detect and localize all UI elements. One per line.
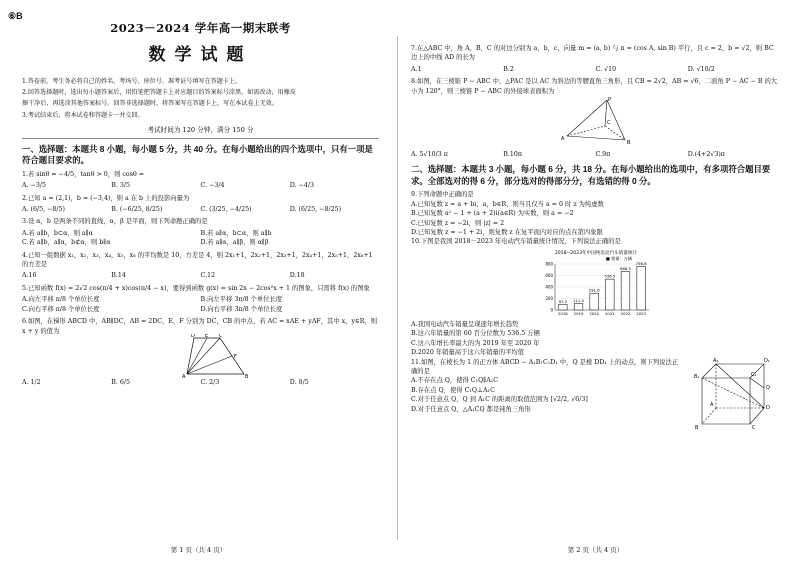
bar-2021 xyxy=(605,279,614,310)
question-4-options xyxy=(22,271,379,280)
note-3: 擦干净后，再选涂其他答案标号。回答非选择题时，将答案写在答题卡上，写在本试卷上无效。 xyxy=(22,100,278,108)
section-1-title: 一、选择题：本题共 8 小题，每小题 5 分，共 40 分。在每小题给出的四个选项中，只有一项是符合题目要求的。 xyxy=(22,143,373,166)
label-f: F xyxy=(234,353,237,360)
label-d: D xyxy=(191,333,195,339)
section-2-title: 二、选择题：本题共 3 小题，每小题 6 分，共 18 分。在每小题给出的选项中，有多项符合题目要求。全部选对的得 6 分，部分选对的得部分分，有选错的得 0 分。 xyxy=(411,164,771,186)
category-label: 2021 xyxy=(604,310,615,316)
question-7-options xyxy=(411,65,780,74)
q1-option-c: C. −3/4 xyxy=(200,182,225,190)
question-7: 7.在△ABC 中，角 A，B，C 的对边分别为 a，b，c，向量 m = (a, b) 与 n = (cos A, sin B) 平行，且 c = 2，b = √2，则 BC 边上的中线 AD 的长为 xyxy=(411,45,774,62)
question-8-figure-area xyxy=(411,96,780,148)
question-1-options xyxy=(22,181,379,190)
q9-option-d: D.已知复数 z = −1 + 2i，则复数 z 在复平面内对应的点在第四象限 xyxy=(411,229,603,237)
label-a: A xyxy=(710,401,714,408)
page-1-footer: 第 1 页（共 4 页） xyxy=(170,546,227,554)
q9-option-c: C.已知复数 z = −2i，则 |z| = 2 xyxy=(411,219,505,227)
question-6: 6.如图，在梯形 ABCD 中，AB∥DC，AB = 2DC，E，F 分别为 DC，CB 的中点，若 AC = xAE + yAF，其中 x，y∈R，则 x + y 的值为 xyxy=(22,318,378,335)
q4-option-b: B.14 xyxy=(111,272,126,280)
question-8-options xyxy=(411,150,780,159)
q7-option-d: D. √10/2 xyxy=(687,65,715,73)
q1-option-a: A. −3/5 xyxy=(22,182,46,190)
question-3: 3.设 α，b 是两条不同的直线，α，β 是平面，则下列命题正确的是 xyxy=(22,218,208,226)
label-a: A xyxy=(182,373,186,378)
brand-mark: ⑥B xyxy=(8,11,23,21)
label-p: P xyxy=(608,97,612,104)
q2-option-b: B. (−6/25, 8/25) xyxy=(111,206,163,214)
q9-option-a: A.已知复数 z = a + bi，a，b∈R，则当且仅当 a = 0 时 z 为纯虚数 xyxy=(411,200,604,208)
q6-option-d: D. 8/5 xyxy=(289,378,309,386)
cube-figure xyxy=(694,356,774,430)
q11-option-d: D.对于任意点 Q，△A₁CQ 都是钝角三角形 xyxy=(411,405,531,413)
q7-option-c: C. √10 xyxy=(595,65,617,73)
bar-2022 xyxy=(621,271,630,309)
q5-option-a: A.向左平移 π/8 个单位长度 xyxy=(22,296,100,304)
note-1: 1.答卷前，考生务必将自己的姓名、考场号、座位号、准考证号填写在答题卡上。 xyxy=(22,78,242,85)
q3-option-b: B.若 a∥α，b⊂α，则 a∥b xyxy=(200,229,272,237)
label-b: B xyxy=(695,424,699,430)
exam-subject-title: 数学试题 xyxy=(148,45,253,65)
q9-option-b: B.已知复数 a² − 1 + (a + 2)i(a∈R) 为实数，则 a = −2 xyxy=(411,210,574,218)
page-2 xyxy=(397,0,794,562)
q10-option-b: B.这六年销量的第 60 百分位数为 536.5 万辆 xyxy=(411,330,540,338)
q11-option-b: B.存在点 Q，使得 C₁Q⊥A₁C xyxy=(411,386,495,394)
q6-option-c: C. 2/3 xyxy=(200,378,220,386)
q4-option-a: A.16 xyxy=(22,272,37,280)
chart-legend: ■ 销量：万辆 xyxy=(605,255,632,261)
segment-ae xyxy=(187,338,207,374)
q2-option-a: A. (6/5, −8/5) xyxy=(22,206,66,214)
value-label: 668.5 xyxy=(619,265,631,271)
pyramid-figure xyxy=(561,96,635,148)
q10-option-c: C.这六年增长率最大的为 2019 年至 2020 年 xyxy=(411,339,540,347)
bar-2018 xyxy=(558,304,567,310)
category-label: 2022 xyxy=(620,310,630,316)
q1-option-b: B. 3/5 xyxy=(111,182,131,190)
divider-line xyxy=(22,138,379,139)
note-4: 3.考试结束后，将本试卷和答题卡一并交回。 xyxy=(22,111,144,119)
question-11-block xyxy=(411,357,780,430)
question-2: 2.已知 a = (2,1)，b = (−3,4)，则 a 在 b 上的投影向量为 xyxy=(22,194,190,202)
q5-option-d: D.向右平移 3π/8 个单位长度 xyxy=(200,305,283,313)
category-label: 2023 xyxy=(635,310,646,316)
question-3-options-ab xyxy=(22,229,379,238)
question-6-options xyxy=(22,378,379,387)
q8-option-c: C.9π xyxy=(595,151,611,159)
question-6-figure-area xyxy=(22,333,379,378)
question-11: 11.如图，在棱长为 1 的正方体 ABCD − A₁B₁C₁D₁ 中，Q 是棱 DD₁ 上的动点，则下列说法正确的是 xyxy=(411,358,679,375)
q7-option-a: A.1 xyxy=(411,65,422,73)
value-label: 536.5 xyxy=(603,273,615,279)
question-5-options-ab xyxy=(22,295,379,304)
q3-option-a: A.若 a∥b，b⊂α，则 a∥α xyxy=(22,229,93,237)
label-c1: C₁ xyxy=(751,371,757,378)
question-1: 1.若 sinθ = −4/5，tanθ > 0，则 cosθ = xyxy=(22,170,145,178)
bar-2019 xyxy=(574,303,583,309)
bar-2023 xyxy=(636,266,645,310)
q7-option-b: B.2 xyxy=(503,65,514,73)
q4-option-c: C.12 xyxy=(200,272,216,280)
q8-option-b: B.10π xyxy=(503,151,523,159)
question-2-options xyxy=(22,205,379,214)
q10-chart-container xyxy=(411,248,780,320)
q4-option-d: D.18 xyxy=(289,272,305,280)
q11-option-a: A.不存在点 Q，使得 C₁Q∥A₁C xyxy=(411,377,499,385)
value-label: 756.8 xyxy=(635,260,647,266)
q10-option-d: D.2020 年销量高于这六年销量的平均值 xyxy=(411,349,525,357)
exam-time-info: 考试时间为 120 分钟，满分 150 分 xyxy=(147,125,254,134)
sales-bar-chart xyxy=(531,248,661,320)
y-tick-label: 400 xyxy=(544,284,553,290)
page-2-footer: 第 2 页（共 4 页） xyxy=(567,546,624,554)
q3-option-d: D.若 a∥α，a∥β，则 α∥β xyxy=(200,239,269,247)
question-8: 8.如图，在三棱锥 P − ABC 中，△PAC 是以 AC 为斜边的等腰直角三角形，且 CB = 2√2，AB = √6，二面角 P − AC − B 的大小为 120°，则三棱锥 P − ABC 的外接球表面积为 xyxy=(411,78,778,95)
q6-option-a: A. 1/2 xyxy=(22,378,41,386)
note-2: 2.回答选择题时，选出每小题答案后，用铅笔把答题卡上对应题目的答案标号涂黑，如需改动，用橡皮 xyxy=(22,89,296,97)
question-9: 9.下列命题中正确的是 xyxy=(411,191,474,199)
question-3-options-cd xyxy=(22,238,379,247)
q11-option-c: C.对于任意点 Q，Q 到 A₁C 的距离的取值范围为 [√2/2, √6/3] xyxy=(411,396,588,404)
question-5: 5.已知函数 f(x) = 2√2 cos(π/4 + x)cos(π/4 − x)，要得到函数 g(x) = sin 2x − 2cos²x + 1 的图象，只需将 f(x) 的图象 xyxy=(22,284,370,292)
label-c: C xyxy=(219,333,223,339)
q10-option-a: A.我国电动汽车销量呈现逐年增长趋势 xyxy=(411,320,519,328)
trapezoid-figure xyxy=(182,334,252,378)
q6-option-b: B. 6/5 xyxy=(111,378,131,386)
label-b1: B₁ xyxy=(694,373,700,380)
label-b: B xyxy=(627,140,631,147)
y-tick-label: 0 xyxy=(549,307,553,313)
label-a1: A₁ xyxy=(713,357,719,364)
label-d1: D₁ xyxy=(764,357,770,364)
label-a: A xyxy=(561,136,565,143)
exam-notes xyxy=(22,76,379,121)
question-10: 10.下图是我国 2018－2023 年电动汽车销量统计情况，下列说法正确的是 xyxy=(411,238,621,246)
question-5-options-cd xyxy=(22,305,379,314)
bar-2020 xyxy=(589,293,598,310)
q5-option-b: B.向左平移 3π/8 个单位长度 xyxy=(200,296,283,304)
category-label: 2020 xyxy=(588,310,599,316)
chart-title: 2018−2023年中国纯电动汽车销量统计 xyxy=(554,250,637,256)
y-tick-label: 200 xyxy=(544,295,553,301)
value-label: 97.2 xyxy=(558,298,567,304)
value-label: 111.5 xyxy=(572,297,584,303)
value-label: 291.6 xyxy=(588,287,600,293)
category-label: 2018 xyxy=(557,310,568,316)
category-label: 2019 xyxy=(573,310,583,316)
question-4: 4.已知一组数据 x₁，x₂，x₃，x₄，x₅，x₆ 的平均数是 10，方差是 4，则 2x₁+1，2x₂+1，2x₃+1，2x₄+1，2x₅+1，2x₆+1 的方差是 xyxy=(22,251,373,269)
y-tick-label: 800 xyxy=(544,261,553,267)
label-c: C xyxy=(607,120,611,127)
q8-option-d: D.(4+2√3)π xyxy=(687,151,725,159)
label-c: C xyxy=(752,424,756,430)
segment-af xyxy=(187,356,232,374)
label-e: E xyxy=(205,333,209,339)
y-tick-label: 600 xyxy=(544,272,553,278)
q8-option-a: A. 5√10/3 π xyxy=(411,151,448,159)
q2-option-c: C. (3/25, −4/25) xyxy=(200,206,252,214)
exam-title-line: 2023－2024 学年高一期末联考 xyxy=(110,21,291,35)
label-q: Q xyxy=(766,384,770,391)
q2-option-d: D. (6/25, −8/25) xyxy=(289,206,342,214)
label-b: B xyxy=(245,373,249,378)
q5-option-c: C.向右平移 π/8 个单位长度 xyxy=(22,305,100,313)
label-d: D xyxy=(766,404,770,411)
q1-option-d: D. −4/3 xyxy=(289,182,314,190)
q3-option-c: C.若 a∥b，a∥α，b⊄α，则 b∥α xyxy=(22,239,111,247)
segment-ac xyxy=(187,338,220,374)
